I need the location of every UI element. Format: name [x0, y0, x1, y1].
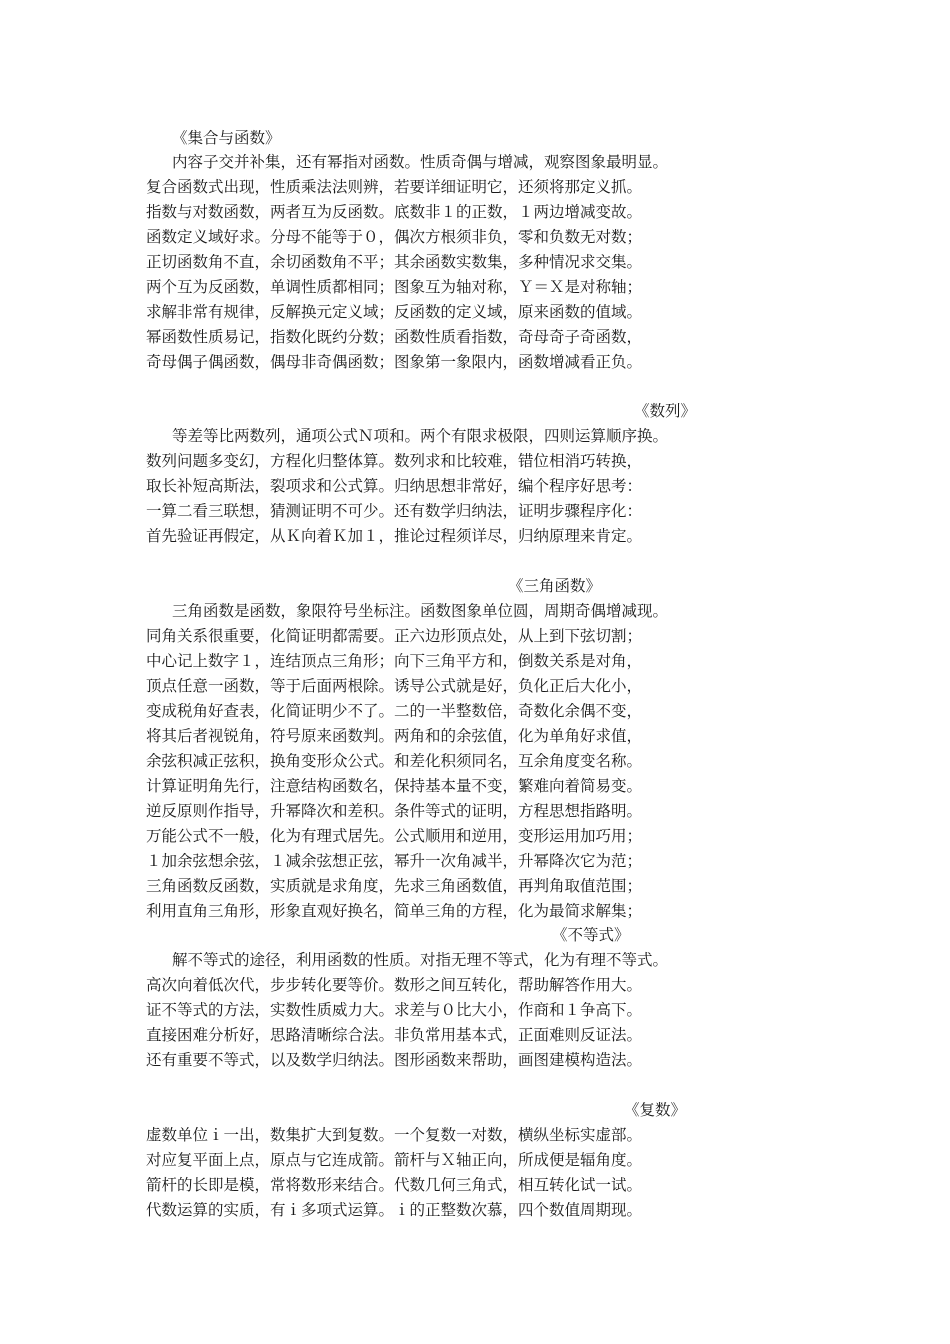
text-line: 还有重要不等式，以及数学归纳法。图形函数来帮助，画图建模构造法。: [146, 1051, 643, 1069]
text-line: 求解非常有规律，反解换元定义域；反函数的定义域，原来函数的值域。: [146, 303, 643, 321]
text-line: 数列问题多变幻，方程化归整体算。数列求和比较难，错位相消巧转换，: [146, 452, 643, 470]
section-title-sequences: 《数列》: [634, 402, 697, 420]
text-line: 代数运算的实质，有ｉ多项式运算。ｉ的正整数次慕，四个数值周期现。: [146, 1201, 643, 1219]
section-title-inequalities: 《不等式》: [552, 926, 630, 944]
text-line: 取长补短高斯法，裂项求和公式算。归纳思想非常好，编个程序好思考：: [146, 477, 643, 495]
text-line: 指数与对数函数，两者互为反函数。底数非１的正数，１两边增减变故。: [146, 203, 643, 221]
text-line: 等差等比两数列，通项公式Ｎ项和。两个有限求极限，四则运算顺序换。: [172, 427, 669, 445]
text-line: 三角函数反函数，实质就是求角度，先求三角函数值，再判角取值范围；: [146, 877, 643, 895]
text-line: 首先验证再假定，从Ｋ向着Ｋ加１，推论过程须详尽，归纳原理来肯定。: [146, 527, 643, 545]
text-line: 虚数单位ｉ一出，数集扩大到复数。一个复数一对数，横纵坐标实虚部。: [146, 1126, 643, 1144]
text-line: 函数定义域好求。分母不能等于０，偶次方根须非负，零和负数无对数；: [146, 228, 643, 246]
text-line: 高次向着低次代，步步转化要等价。数形之间互转化，帮助解答作用大。: [146, 976, 643, 994]
text-line: 余弦积减正弦积，换角变形众公式。和差化积须同名，互余角度变名称。: [146, 752, 643, 770]
text-line: 计算证明角先行，注意结构函数名，保持基本量不变，繁难向着简易变。: [146, 777, 643, 795]
text-line: 证不等式的方法，实数性质威力大。求差与０比大小，作商和１争高下。: [146, 1001, 643, 1019]
text-line: 三角函数是函数，象限符号坐标注。函数图象单位圆，周期奇偶增减现。: [172, 602, 669, 620]
text-line: 逆反原则作指导，升幂降次和差积。条件等式的证明，方程思想指路明。: [146, 802, 643, 820]
text-line: 同角关系很重要，化简证明都需要。正六边形顶点处，从上到下弦切割；: [146, 627, 643, 645]
text-line: 顶点任意一函数，等于后面两根除。诱导公式就是好，负化正后大化小，: [146, 677, 643, 695]
text-line: 对应复平面上点，原点与它连成箭。箭杆与Ｘ轴正向，所成便是辐角度。: [146, 1151, 643, 1169]
text-line: 复合函数式出现，性质乘法法则辨，若要详细证明它，还须将那定义抓。: [146, 178, 643, 196]
text-line: 直接困难分析好，思路清晰综合法。非负常用基本式，正面难则反证法。: [146, 1026, 643, 1044]
section-title-sets-functions: 《集合与函数》: [172, 129, 281, 147]
text-line: 幂函数性质易记，指数化既约分数；函数性质看指数，奇母奇子奇函数，: [146, 328, 643, 346]
text-line: 利用直角三角形，形象直观好换名，简单三角的方程，化为最简求解集；: [146, 902, 643, 920]
text-line: 正切函数角不直，余切函数角不平；其余函数实数集，多种情况求交集。: [146, 253, 643, 271]
text-line: 一算二看三联想，猜测证明不可少。还有数学归纳法，证明步骤程序化：: [146, 502, 643, 520]
text-line: 奇母偶子偶函数，偶母非奇偶函数；图象第一象限内，函数增减看正负。: [146, 353, 643, 371]
text-line: 变成税角好查表，化简证明少不了。二的一半整数倍，奇数化余偶不变，: [146, 702, 643, 720]
text-line: 内容子交并补集，还有幂指对函数。性质奇偶与增减，观察图象最明显。: [172, 153, 669, 171]
text-line: 解不等式的途径，利用函数的性质。对指无理不等式，化为有理不等式。: [172, 951, 669, 969]
section-title-trigonometry: 《三角函数》: [508, 577, 602, 595]
text-line: 万能公式不一般，化为有理式居先。公式顺用和逆用，变形运用加巧用；: [146, 827, 643, 845]
text-line: 中心记上数字１，连结顶点三角形；向下三角平方和，倒数关系是对角，: [146, 652, 643, 670]
text-line: 将其后者视锐角，符号原来函数判。两角和的余弦值，化为单角好求值，: [146, 727, 643, 745]
section-title-complex-numbers: 《复数》: [624, 1101, 687, 1119]
text-line: １加余弦想余弦，１减余弦想正弦，幂升一次角减半，升幂降次它为范；: [146, 852, 643, 870]
text-line: 箭杆的长即是模，常将数形来结合。代数几何三角式，相互转化试一试。: [146, 1176, 643, 1194]
text-line: 两个互为反函数，单调性质都相同；图象互为轴对称，Ｙ＝Ｘ是对称轴；: [146, 278, 643, 296]
